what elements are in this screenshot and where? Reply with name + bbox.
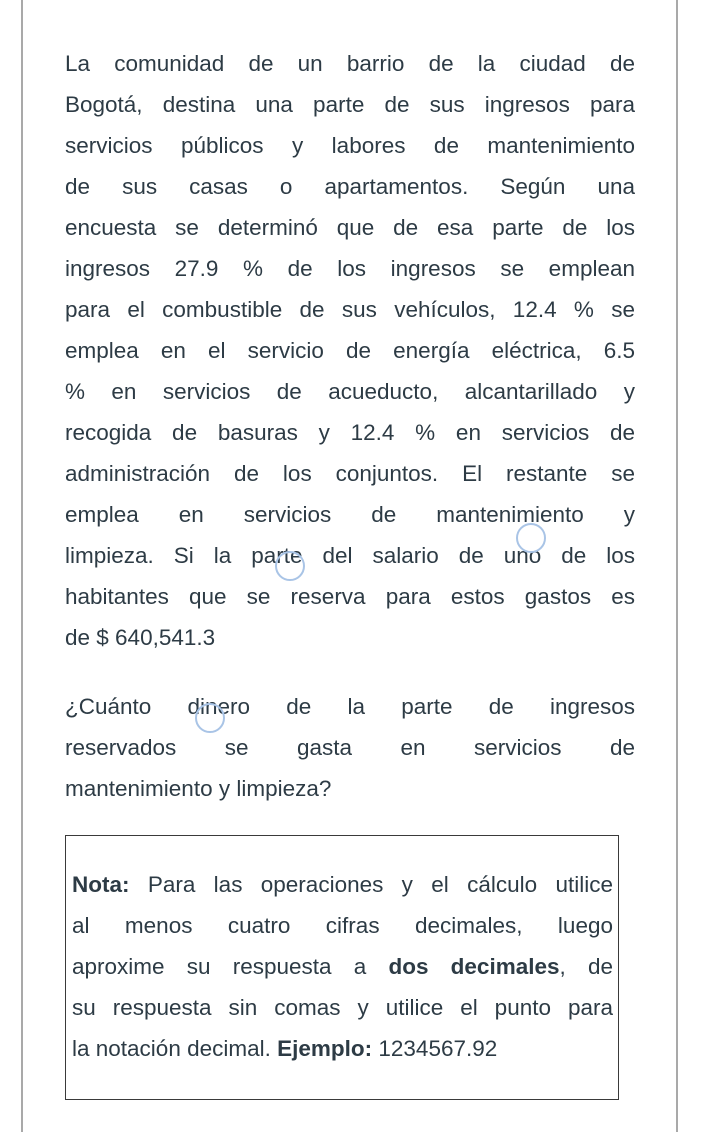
text-line: habitantes que se reserva para estos gastos es xyxy=(65,584,635,609)
text-line: limpieza. Si la parte del salario de uno de los xyxy=(65,543,635,568)
text-line: ¿Cuánto dinero de la parte de ingresos xyxy=(65,694,635,719)
note-text-segment: aproxime su respuesta a xyxy=(72,954,389,979)
text-line: para el combustible de sus vehículos, 12.4 % se xyxy=(65,297,635,322)
text-line: ingresos 27.9 % de los ingresos se emplean xyxy=(65,256,635,281)
text-line: reservados se gasta en servicios de xyxy=(65,735,635,760)
bold-text: dos decimales xyxy=(388,954,560,979)
bold-text: Ejemplo: xyxy=(277,1036,373,1061)
touch-indicator-circle xyxy=(275,551,305,581)
note-line xyxy=(72,864,613,905)
touch-indicator-circle xyxy=(195,703,225,733)
right-page-border xyxy=(676,0,678,1132)
text-line: de sus casas o apartamentos. Según una xyxy=(65,174,635,199)
bold-text: Nota: xyxy=(72,872,130,897)
text-line: Bogotá, destina una parte de sus ingresos para xyxy=(65,92,635,117)
text-line: de $ 640,541.3 xyxy=(65,625,216,650)
text-line: emplea en servicios de mantenimiento y xyxy=(65,502,635,527)
question-text xyxy=(65,686,635,809)
problem-statement xyxy=(65,43,635,658)
note-line xyxy=(72,905,613,946)
note-line xyxy=(72,987,613,1028)
note-text xyxy=(72,864,613,1069)
text-line: recogida de basuras y 12.4 % en servicios de xyxy=(65,420,635,445)
note-text-segment: al menos cuatro cifras decimales, luego xyxy=(72,913,613,938)
note-text-segment: Para las operaciones y el cálculo utilice xyxy=(129,872,613,897)
text-line: % en servicios de acueducto, alcantarillado y xyxy=(65,379,635,404)
left-page-border xyxy=(21,0,23,1132)
text-line: encuesta se determinó que de esa parte de los xyxy=(65,215,635,240)
note-box xyxy=(65,835,619,1100)
touch-indicator-circle xyxy=(516,523,546,553)
text-line: servicios públicos y labores de mantenimiento xyxy=(65,133,635,158)
text-line: La comunidad de un barrio de la ciudad de xyxy=(65,51,635,76)
text-line: administración de los conjuntos. El restante se xyxy=(65,461,635,486)
note-text-segment: , de xyxy=(559,954,613,979)
note-line xyxy=(72,1028,613,1069)
note-text-segment: la notación decimal. xyxy=(72,1036,278,1061)
text-line: mantenimiento y limpieza? xyxy=(65,776,332,801)
note-text-segment: su respuesta sin comas y utilice el punto para xyxy=(72,995,613,1020)
note-text-segment: 1234567.92 xyxy=(372,1036,498,1061)
text-line: emplea en el servicio de energía eléctrica, 6.5 xyxy=(65,338,635,363)
note-line xyxy=(72,946,613,987)
